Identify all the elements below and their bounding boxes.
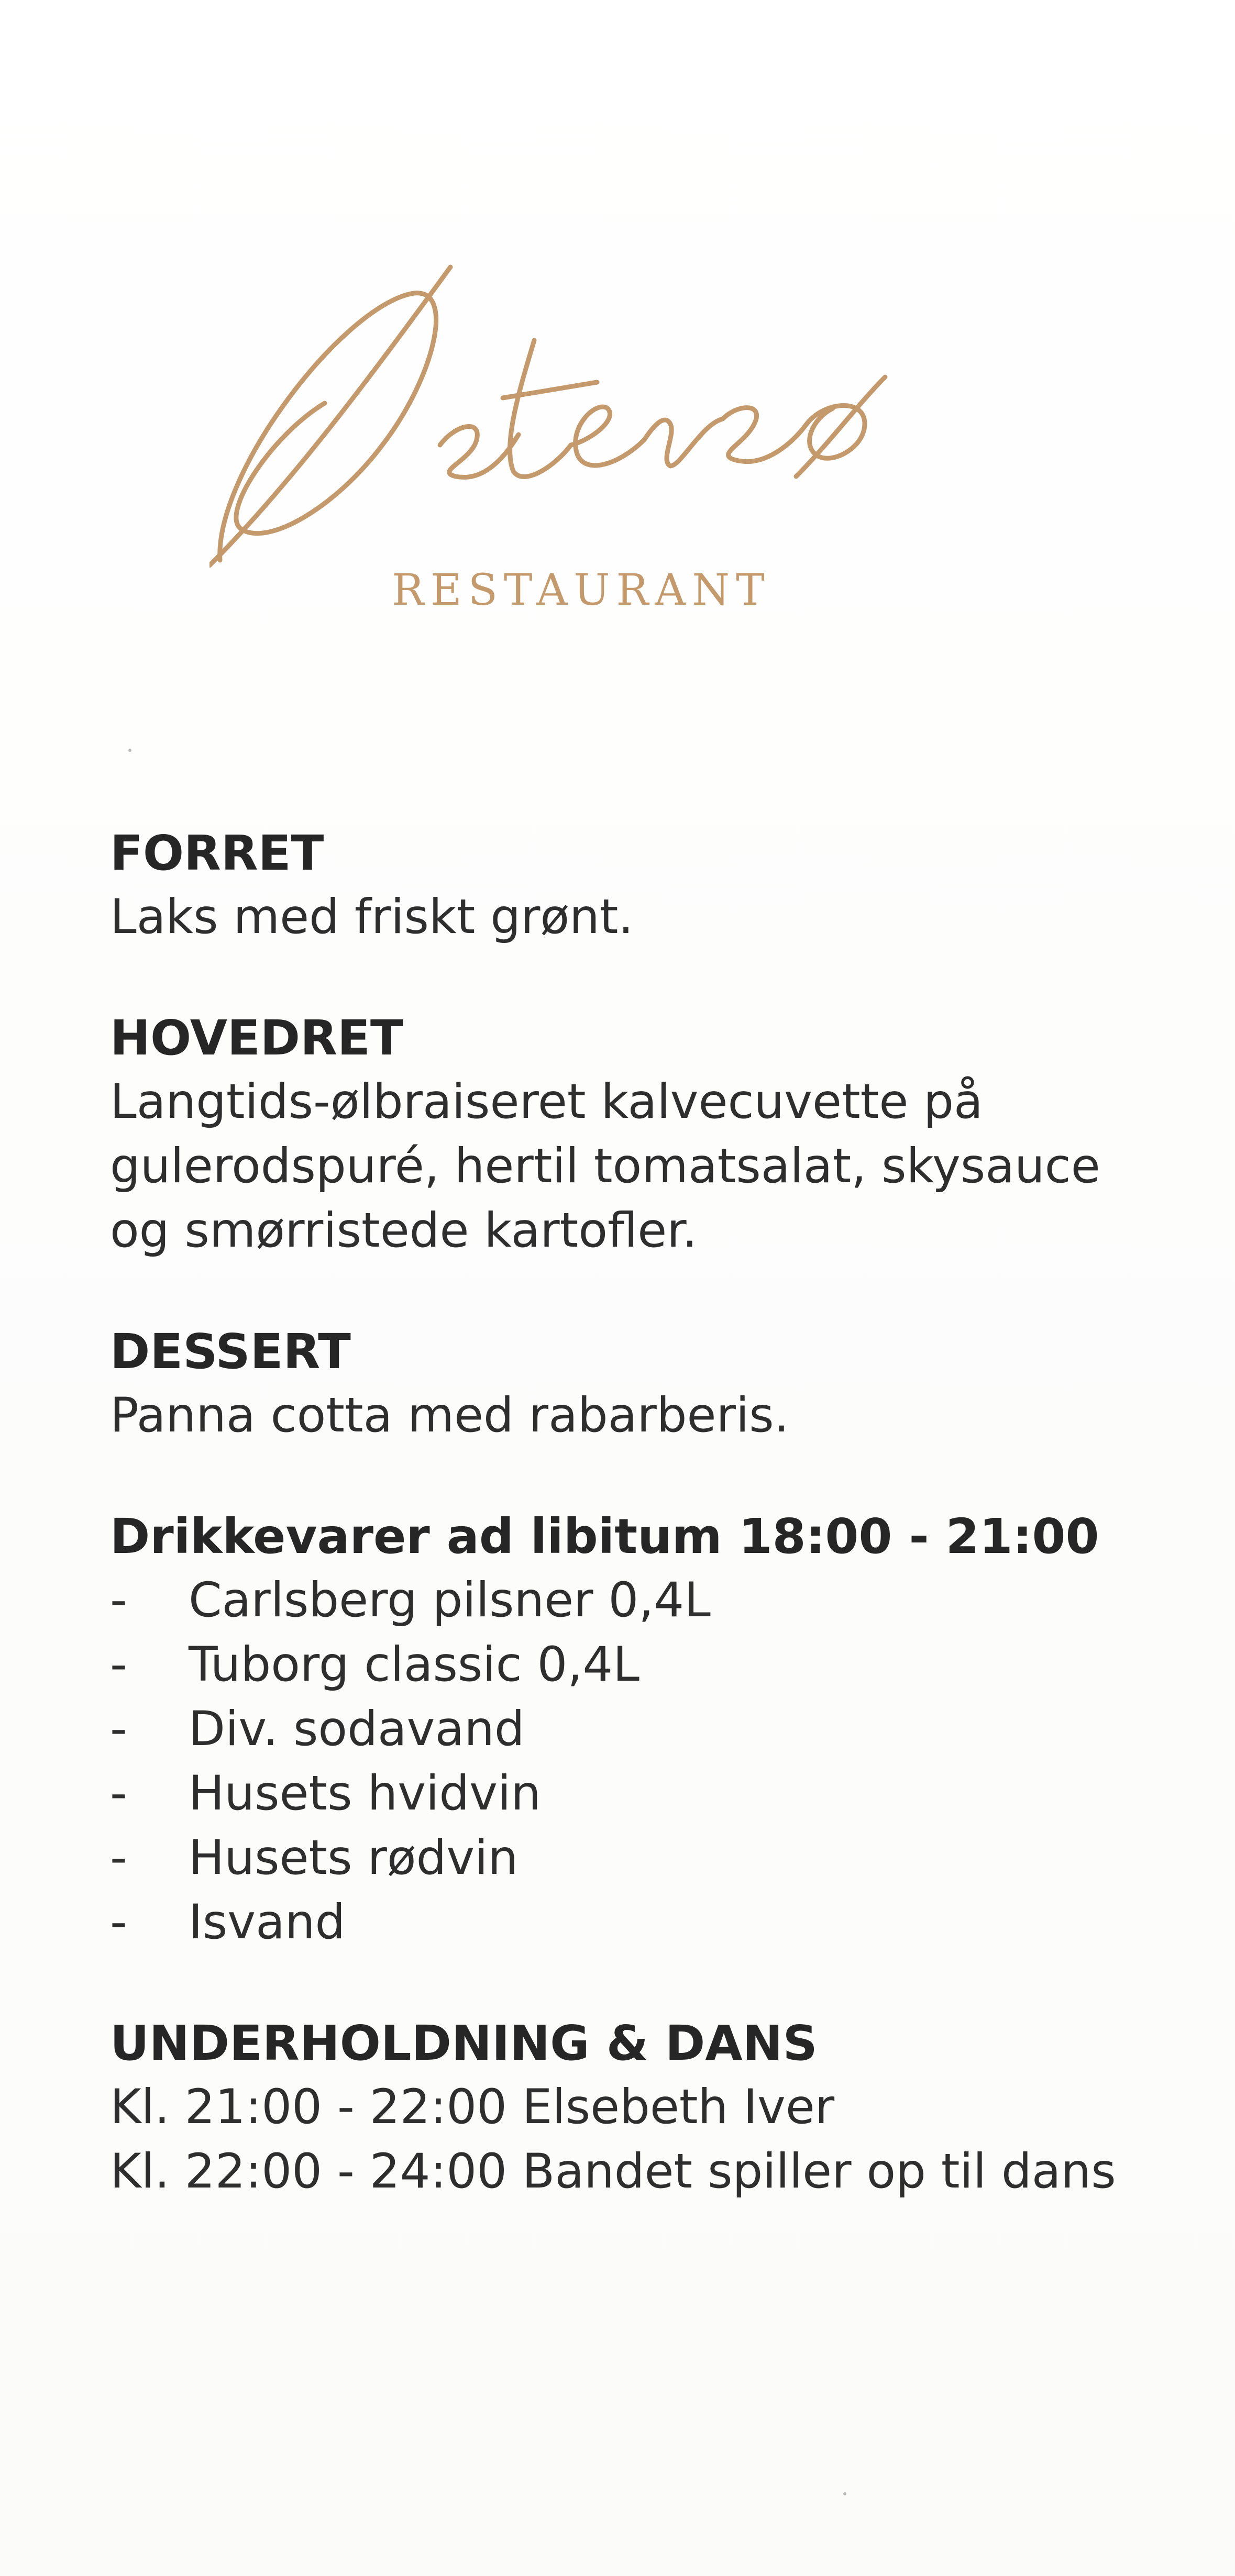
dash-bullet: -: [110, 1637, 127, 1692]
dessert-text: Panna cotta med rabarberis.: [110, 1388, 789, 1443]
hovedret-title: HOVEDRET: [110, 1010, 403, 1066]
hovedret-line: gulerodspuré, hertil tomatsalat, skysauce: [110, 1139, 1100, 1194]
hovedret-section: [110, 1007, 1157, 1263]
logo-subtitle: RESTAURANT: [392, 565, 771, 615]
entertainment-section: [110, 2012, 1157, 2204]
script-wordmark: [209, 246, 953, 571]
hovedret-line: Langtids-ølbraiseret kalvecuvette på: [110, 1074, 983, 1129]
drinks-title: Drikkevarer ad libitum 18:00 - 21:00: [110, 1508, 1099, 1564]
list-item: [110, 1633, 1157, 1697]
forret-section: [110, 822, 1157, 949]
dash-bullet: -: [110, 1573, 127, 1628]
forret-text: Laks med friskt grønt.: [110, 890, 634, 945]
dash-bullet: -: [110, 1702, 127, 1757]
entertainment-line: Kl. 22:00 - 24:00 Bandet spiller op til dans: [110, 2144, 1116, 2199]
drinks-section: [110, 1505, 1157, 1955]
list-item: [110, 1890, 1157, 1955]
drink-label: Div. sodavand: [189, 1702, 525, 1757]
entertainment-title: UNDERHOLDNING & DANS: [110, 2015, 818, 2071]
list-item: [110, 1761, 1157, 1826]
list-item: [110, 1568, 1157, 1633]
dash-bullet: -: [110, 1766, 127, 1821]
dessert-title: DESSERT: [110, 1324, 351, 1380]
dessert-section: [110, 1320, 1157, 1448]
forret-title: FORRET: [110, 825, 324, 881]
entertainment-line: Kl. 21:00 - 22:00 Elsebeth Iver: [110, 2080, 835, 2135]
restaurant-logo: [209, 246, 953, 644]
list-item: [110, 1826, 1157, 1890]
drink-label: Husets rødvin: [189, 1830, 519, 1885]
paper-speck: [128, 749, 131, 752]
dash-bullet: -: [110, 1895, 127, 1950]
list-item: [110, 1697, 1157, 1761]
drinks-list: [110, 1568, 1157, 1955]
drink-label: Carlsberg pilsner 0,4L: [189, 1573, 711, 1628]
drink-label: Husets hvidvin: [189, 1766, 541, 1821]
drink-label: Isvand: [189, 1895, 346, 1950]
hovedret-line: og smørristede kartofler.: [110, 1203, 698, 1258]
paper-speck: [843, 2492, 846, 2495]
dash-bullet: -: [110, 1830, 127, 1885]
drink-label: Tuborg classic 0,4L: [189, 1637, 639, 1692]
menu-content: [110, 822, 1157, 2261]
